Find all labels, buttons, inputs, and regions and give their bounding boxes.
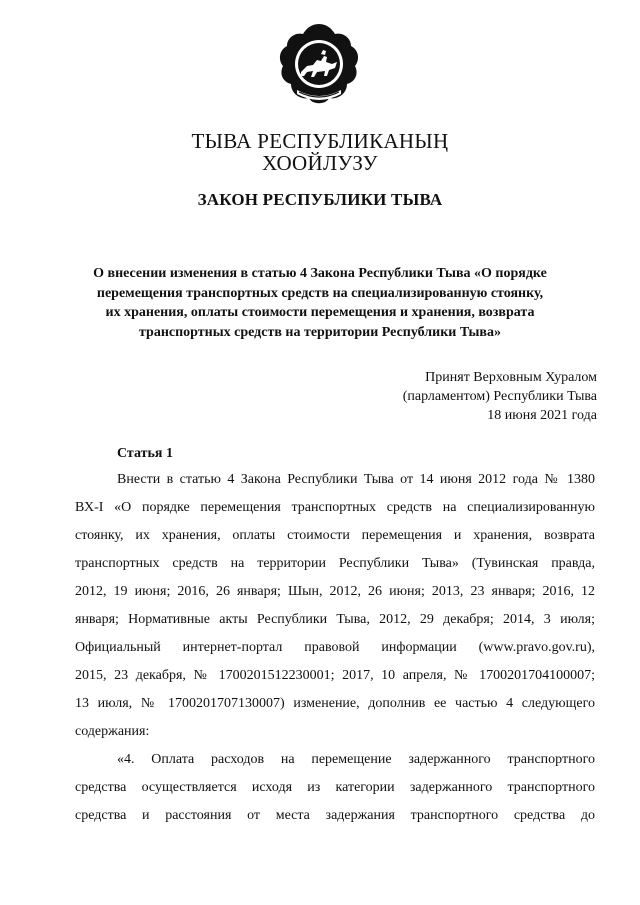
article-text-line: Внести в статью 4 Закона Республики Тыва от 14 июня 2012 года № 1380 bbox=[117, 472, 595, 487]
article-text-line: стоянку, их хранения, оплаты стоимости перемещения и хранения, возврата bbox=[75, 528, 595, 543]
article-text-line: содержания: bbox=[75, 724, 150, 739]
subject-line: О внесении изменения в статью 4 Закона Республики Тыва «О порядке bbox=[93, 266, 547, 281]
adoption-line: (парламентом) Республики Тыва bbox=[402, 389, 597, 404]
parliament-line-1: ТЫВА РЕСПУБЛИКАНЫҢ bbox=[191, 129, 449, 153]
adoption-line: 18 июня 2021 года bbox=[487, 408, 597, 423]
article-heading: Статья 1 bbox=[117, 446, 173, 461]
tuva-emblem-icon bbox=[277, 20, 361, 108]
parliament-name bbox=[0, 130, 640, 174]
adoption-note bbox=[403, 368, 597, 425]
article-text-line: 13 июля, № 1700201707130007) изменение, дополнив ее частью 4 следующего bbox=[75, 696, 595, 711]
article-text-line: января; Нормативные акты Республики Тыва, 2012, 29 декабря; 2014, 3 июля; bbox=[75, 612, 595, 627]
law-title: ЗАКОН РЕСПУБЛИКИ ТЫВА bbox=[197, 190, 443, 209]
article-text-line: «4. Оплата расходов на перемещение задержанного транспортного bbox=[117, 752, 595, 767]
article-text-line: ВХ-I «О порядке перемещения транспортных средств на специализированную bbox=[75, 500, 595, 515]
subject-line: перемещения транспортных средств на специализированную стоянку, bbox=[96, 285, 544, 301]
article-text-line: 2015, 23 декабря, № 1700201512230001; 2017, 10 апреля, № 1700201704100007; bbox=[75, 668, 595, 683]
article-text-line: средства и расстояния от места задержания транспортного средства до bbox=[75, 808, 595, 823]
parliament-line-2: ХООЙЛУЗУ bbox=[262, 151, 378, 175]
subject-line: их хранения, оплаты стоимости перемещения и хранения, возврата bbox=[105, 305, 535, 320]
adoption-line: Принят Верховным Хуралом bbox=[425, 370, 597, 385]
subject-line: транспортных средств на территории Республики Тыва» bbox=[138, 324, 501, 340]
article-text-line: средства осуществляется исходя из категории задержанного транспортного bbox=[75, 780, 595, 795]
law-subject bbox=[60, 264, 580, 342]
article-text-line: 2012, 19 июня; 2016, 26 января; Шын, 2012, 26 июня; 2013, 23 января; 2016, 12 bbox=[75, 584, 595, 599]
article-text-line: Официальный интернет-портал правовой информации (www.pravo.gov.ru), bbox=[75, 640, 595, 655]
article-text-line: транспортных средств на территории Республики Тыва» (Тувинская правда, bbox=[75, 556, 595, 571]
